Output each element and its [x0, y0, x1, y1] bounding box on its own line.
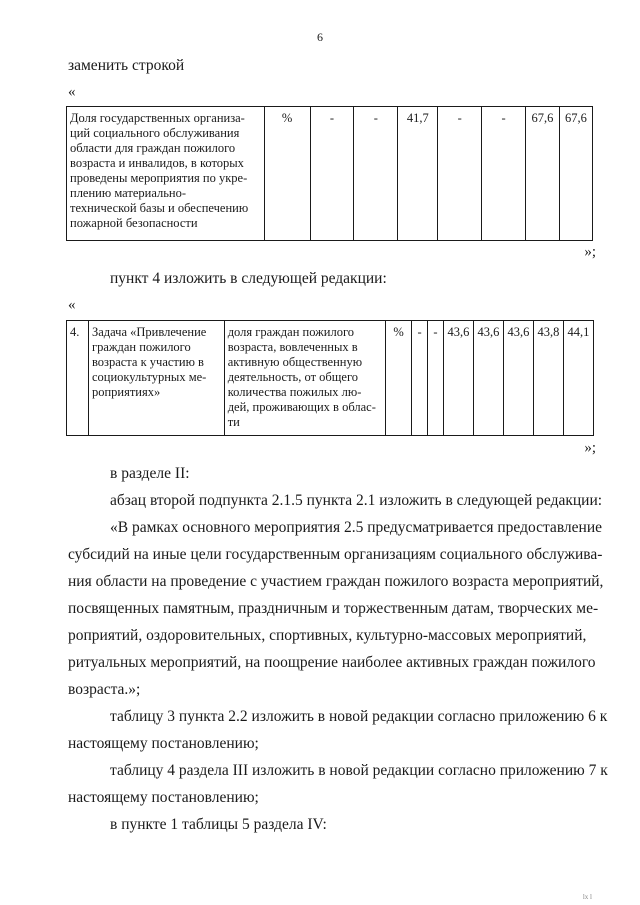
quote-close-1: »;	[584, 244, 596, 260]
unit-cell: %	[386, 321, 412, 436]
value-cell: -	[428, 321, 444, 436]
body-text-line: возраста.»;	[68, 681, 141, 698]
unit-cell: %	[264, 107, 310, 241]
body-text-line: ния области на проведение с участием граждан пожилого возраста мероприятий,	[68, 573, 604, 590]
value-cell: -	[482, 107, 526, 241]
indicator-table-1	[66, 106, 593, 241]
value-cell: 43,6	[473, 321, 503, 436]
table4-instruction: таблицу 4 раздела III изложить в новой редакции согласно приложению 7 к	[110, 762, 608, 779]
page-number: 6	[317, 30, 323, 44]
table3-instruction: таблицу 3 пункта 2.2 изложить в новой редакции согласно приложению 6 к	[110, 708, 608, 725]
quote-open-1: «	[68, 84, 76, 100]
corner-mark: lx l	[582, 893, 592, 901]
body-text-line: «В рамках основного мероприятия 2.5 предусматривается предоставление	[110, 519, 603, 536]
table-row	[67, 321, 594, 436]
body-text-line: ритуальных мероприятий, на поощрение наиболее активных граждан пожилого	[68, 654, 596, 671]
indicator-cell: доля граждан пожилого возраста, вовлеченных в активную общественную деятельность, от общего количества пожилых лю- дей, проживающих в облас- ти	[224, 321, 385, 436]
section2-instruction: в разделе II:	[110, 465, 190, 482]
quote-close-2: »;	[584, 440, 596, 456]
value-cell: 67,6	[525, 107, 559, 241]
body-text-line: роприятий, оздоровительных, спортивных, культурно-массовых мероприятий,	[68, 627, 587, 644]
body-text-line: субсидий на иные цели государственным организациям социального обслужива-	[68, 546, 603, 563]
table3-instruction-cont: настоящему постановлению;	[68, 735, 259, 752]
task-cell: Задача «Привлечение граждан пожилого возраста к участию в социокультурных ме- роприятиях»	[88, 321, 224, 436]
body-text-line: посвященных памятным, праздничным и торжественным датам, творческих ме-	[68, 600, 599, 617]
paragraph-instruction: абзац второй подпункта 2.1.5 пункта 2.1 изложить в следующей редакции:	[110, 492, 603, 509]
value-cell: 43,6	[443, 321, 473, 436]
value-cell: -	[310, 107, 354, 241]
quote-open-2: «	[68, 297, 76, 313]
indicator-cell: Доля государственных организа- ций социального обслуживания области для граждан пожилого возраста и инвалидов, в которых проведены мероприятия по укре- плению материально- технической базы и обеспечению пожарной безопасности	[67, 107, 265, 241]
value-cell: 43,8	[533, 321, 563, 436]
row-number-cell: 4.	[67, 321, 89, 436]
table-row	[67, 107, 593, 241]
value-cell: 44,1	[563, 321, 593, 436]
value-cell: 67,6	[559, 107, 592, 241]
value-cell: -	[412, 321, 428, 436]
value-cell: 43,6	[503, 321, 533, 436]
point4-instruction: пункт 4 изложить в следующей редакции:	[110, 270, 387, 287]
point1-instruction: в пункте 1 таблицы 5 раздела IV:	[110, 816, 327, 833]
value-cell: 41,7	[398, 107, 438, 241]
indicator-table-2	[66, 320, 594, 436]
value-cell: -	[354, 107, 398, 241]
replace-instruction: заменить строкой	[68, 57, 185, 74]
table4-instruction-cont: настоящему постановлению;	[68, 789, 259, 806]
value-cell: -	[438, 107, 482, 241]
